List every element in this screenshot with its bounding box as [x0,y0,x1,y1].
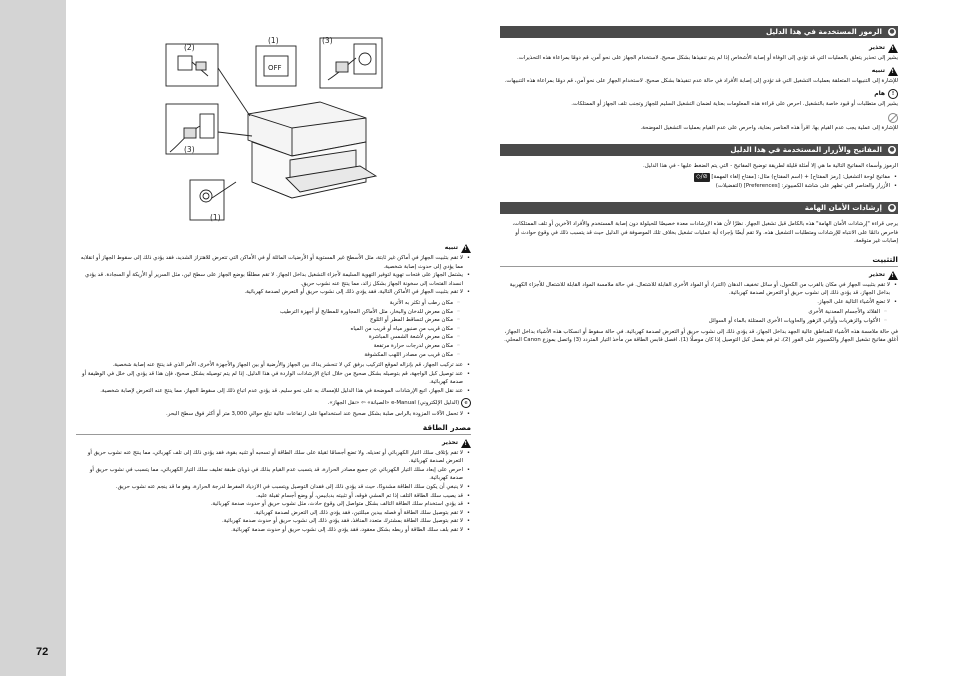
list-item: ◦ مكان معرض لدرجات حرارة مرتفعة [76,342,453,351]
symbol-important: ! هام [500,89,898,99]
stop-key-icon: ⊘/◇ [695,172,708,180]
caution-description: للإشارة إلى التنبيهات المتعلقة بعمليات التشغيل التي قد تؤدي إلى إصابة الأفراد في حالة عدم تنفيذها بشكل صحيح. لاستخدام الجهاز على نحو آمن، قم دومًا بمراعاة هذه التنبيهات. [504,77,898,84]
list-item: • قد يصيب سلك الطاقة التلف إذا تم المشي فوقه، أو تثبيته بدبابيس، أو وضع أجسام ثقيلة عليه. [76,492,463,501]
list-item: • لا تقم بتثبيت الجهاز في أماكن غير ثابتة، مثل الأسطح غير المستوية أو الأرضيات المائلة أو في الأماكن التي تتعرض للاهتزاز الشديد، فقد يؤدي ذلك إلى سقوط الجهاز أو انقلابه مما يؤدي إلى حدوث إصابة شخصية. [76,254,463,271]
list-item: • عند نقل الجهاز، اتبع الإرشادات الموضحة في هذا الدليل للإمساك به على نحو سليم. قد يؤدي عدم اتباع ذلك إلى سقوط الجهاز، مما ينتج عنه التعرض لإصابة شخصية. [76,387,463,396]
location-list [76,299,471,359]
symbol-warning: ! تحذير [500,44,898,53]
callout-label-3a: (3) [322,36,333,45]
callout-label-1: (1) [268,36,279,45]
list-item: • لا تقم بإتلاف سلك التيار الكهربائي أو تعديله. ولا تضع أجسامًا ثقيلة على سلك الطاقة أو تسحبه أو تثنيه بقوة، فقد يؤدي ذلك إلى تلف كهربائي، مما ينتج عنه نشوب حريق أو التعرض لصدمة كهربائية. [76,449,463,466]
caution-list-2 [76,361,471,395]
list-item: • لا تقم بلف سلك الطاقة أو ربطه بشكل معقود، فقد يؤدي ذلك إلى نشوب حريق أو حدوث صدمة كهربائية. [76,526,463,535]
list-item: • لا تقم بتوصيل سلك الطاقة أو فصله بيدين مبللتين، فقد يؤدي ذلك إلى التعرض لصدمة كهربائية. [76,509,463,518]
section-bullet-icon: ● [889,204,895,212]
prohibit-description: للإشارة إلى عملية يجب عدم القيام بها. اقرأ هذه العناصر بعناية، واحرص على عدم القيام بعمليات التشغيل الموضحة. [640,124,898,131]
callout-label-3b: (3) [184,145,195,154]
list-item: • لا تقم بتثبيت الجهاز في مكان بالقرب من الكحول، أو سائل تخفيف الدهان (التنر)، أو المواد الأخرى القابلة للاشتعال. في حالة ملامسة المواد القابلة للاشتعال للأجزاء الكهربية بداخل الجهاز، قد يؤدي ذلك إلى نشوب حريق أو التعرض لصدمة كهربائية. [500,281,890,298]
warning-triangle-icon [888,44,898,53]
power-heading: مصدر الطاقة [76,424,471,435]
page-sidebar [0,0,66,676]
emanual-reference[interactable]: e (الدليل الإلكتروني) e-Manual «الصيانة» ⇦ «نقل الجهاز». [76,398,471,408]
list-item: ◦ مكان معرض للدخان والبخار، مثل الأماكن المجاورة للمطابخ أو أجهزة الترطيب [76,308,453,317]
list-item: • لا تقم بتوصيل سلك الطاقة بمشترك متعدد المنافذ، فقد يؤدي ذلك إلى نشوب حريق أو حدوث صدمة كهربائية. [76,517,463,526]
list-item: • احرص على إبعاد سلك التيار الكهربائي عن جميع مصادر الحرارة، قد يتسبب عدم القيام بذلك في ذوبان طبقة تغليف سلك التيار الكهربائي، مما يتسبب في نشوب حريق أو صدمة كهربائية. [76,466,463,483]
list-item: • عند توصيل كبل الواجهة، قم بتوصيله بشكل صحيح من خلال اتباع الإرشادات الواردة في هذا الدليل. إذا لم يتم توصيله بشكل صحيح، فإن هذا قد يؤدي إلى خلل في الوظيفة أو صدمة كهربائية. [76,370,463,387]
right-column [500,26,898,347]
section-bar-safety: ● إرشادات الأمان الهامة [500,202,898,214]
list-item: • عند تركيب الجهاز، قم بإنزاله لموقع التركيب برفق كي لا تنحشر يداك بين الجهاز والأرضية أو بين الجهاز والأجهزة الأخرى، الأمر الذي قد ينتج عنه إصابة شخصية. [76,361,463,370]
warning-triangle-icon [461,244,471,253]
list-item: ◦ مكان معرض لأشعة الشمس المباشرة [76,333,453,342]
keys-list [500,173,898,190]
list-item: ◦ الأكواب والزهريات وأواني الزهور والحاويات الأخرى الممتلئة بالماء أو السوائل [500,317,880,326]
power-list [76,449,471,535]
list-item: ◦ مكان قريب من صنبور مياه أو قريب من المياه [76,325,453,334]
notice-caution: ! تنبيه [76,244,471,253]
machine-illustration [160,32,392,232]
caution-list-3 [76,410,471,419]
list-item: ◦ القلائد والأجسام المعدنية الأخرى [500,308,880,317]
install-list [500,281,898,307]
important-icon: ! [888,89,898,99]
notice-warning: ! تحذير [76,439,471,448]
section-bar-symbols: ● الرموز المستخدمة في هذا الدليل [500,26,898,38]
install-heading: التثبيت [500,256,898,267]
symbol-caution: ! تنبيه [500,67,898,76]
list-item: • لا ينبغي أن يكون سلك الطاقة مشدودًا، حيث قد يؤدي ذلك إلى فقدان التوصيل ويتسبب في الازدياد المفرط لدرجة الحرارة، وهو ما قد ينجم عنه نشوب حريق. [76,483,463,492]
section-bar-keys: ● المفاتيح والأزرار المستخدمة في هذا الدليل [500,144,898,156]
list-item: • قد يؤدي استخدام سلك الطاقة التالف بشكل متواصل إلى وقوع حادث، مثل نشوب حريق أو حدوث صدمة كهربائية. [76,500,463,509]
list-item: • الأزرار والعناصر التي تظهر على شاشة الكمبيوتر: [Preferences] (التفضيلات) [500,182,890,191]
list-item: ◦ مكان معرض لتساقط المطر أو الثلوج [76,316,453,325]
warning-triangle-icon [461,439,471,448]
list-item: ◦ مكان رطب أو تكثر به الأتربة [76,299,453,308]
keys-intro: الرموز وأسماء المفاتيح التالية ما هي إلا أمثلة قليلة لطريقة توضيح المفاتيح - التي يتم الضغط عليها - في هذا الدليل. [643,163,898,170]
install-warning: ! تحذير [500,271,898,280]
page-number: 72 [36,646,49,658]
left-column [76,240,471,537]
caution-triangle-icon [888,67,898,76]
install-sub-list [500,308,898,325]
safety-description: يرجى قراءة "إرشادات الأمان الهامة" هذه بالكامل قبل تشغيل الجهاز. نظرًا لأن هذه الإرشادات معدة خصيصًا للحيلولة دون إصابة المستخدم والأفراد الآخرين أو تلف الممتلكات، فاحرص دائمًا على الانتباه للإرشادات ومتطلبات التشغيل هذه. ولا تقم أيضًا بإجراء أية عمليات تشغيل بخلاف تلك الموصوفة في الدليل حيث قد يتسبب ذلك في وقوع حوادث أو إصابات غير متوقعة. [512,221,898,245]
install-description: في حالة ملامسة هذه الأشياء للمناطق عالية الجهد بداخل الجهاز، قد يؤدي ذلك إلى نشوب حريق أو التعرض لصدمة كهربائية. في حالة سقوط أو انسكاب هذه الأشياء بداخل الجهاز، أغلق مفاتيح تشغيل الجهاز والكمبيوتر على الفور (2)، ثم قم بفصل كبل التوصيل إذا كان موصلًا (1). افصل قابس الطاقة من مأخذ التيار المتردد (3) واتصل بموزع Canon المحلي. [504,328,898,344]
warning-triangle-icon [888,271,898,280]
prohibit-icon [888,113,898,123]
caution-list [76,254,471,297]
emanual-icon: e [461,398,471,408]
callout-label-2: (2) [184,43,195,52]
off-label: OFF [268,64,282,72]
symbol-prohibit [500,113,898,123]
list-item: ◦ مكان قريب من مصادر اللهب المكشوفة [76,351,453,360]
callout-label-1b: (1) [210,213,221,222]
list-item: • لا تضع الأشياء التالية على الجهاز. [500,298,890,307]
list-item: • مفاتيح لوحة التشغيل: [رمز المفتاح] + (اسم المفتاح) مثال: [مفتاح إلغاء المهمة] ⊘/◇ [500,173,890,182]
warning-description: يشير إلى تحذير يتعلق بالعمليات التي قد تؤدي إلى الوفاة أو إصابة الأشخاص إذا لم يتم تنفيذها بشكل صحيح. لاستخدام الجهاز على نحو آمن، قم دومًا بمراعاة هذه التحذيرات. [517,55,898,61]
section-bullet-icon: ● [889,146,895,154]
section-bullet-icon: ● [889,28,895,35]
list-item: • يشتمل الجهاز على فتحات تهوية لتوفير التهوية السليمة لأجزاء التشغيل بداخل الجهاز. لا تقم مطلقًا بوضع الجهاز على سطح لين، مثل السرير أو الأريكة أو السجادة. قد يؤدي انسداد الفتحات إلى سخونة الجهاز بشكل زائد، مما ينتج عنه نشوب حريق. [76,271,463,288]
important-description: يشير إلى متطلبات أو قيود خاصة بالتشغيل. احرص على قراءة هذه المعلومات بعناية لضمان التشغيل السليم للجهاز وتجنب تلف الجهاز أو الممتلكات. [571,101,898,108]
list-item: • لا تقم بتثبيت الجهاز في الأماكن التالية، فقد يؤدي ذلك إلى نشوب حريق أو التعرض لصدمة كهربائية. [76,288,463,297]
list-item: • لا تحمل الآلات المزودة بالراس صلبة بشكل صحيح عند استخدامها على ارتفاعات عالية تبلغ حوالي 3,000 متر أو أكثر فوق سطح البحر. [76,410,463,419]
